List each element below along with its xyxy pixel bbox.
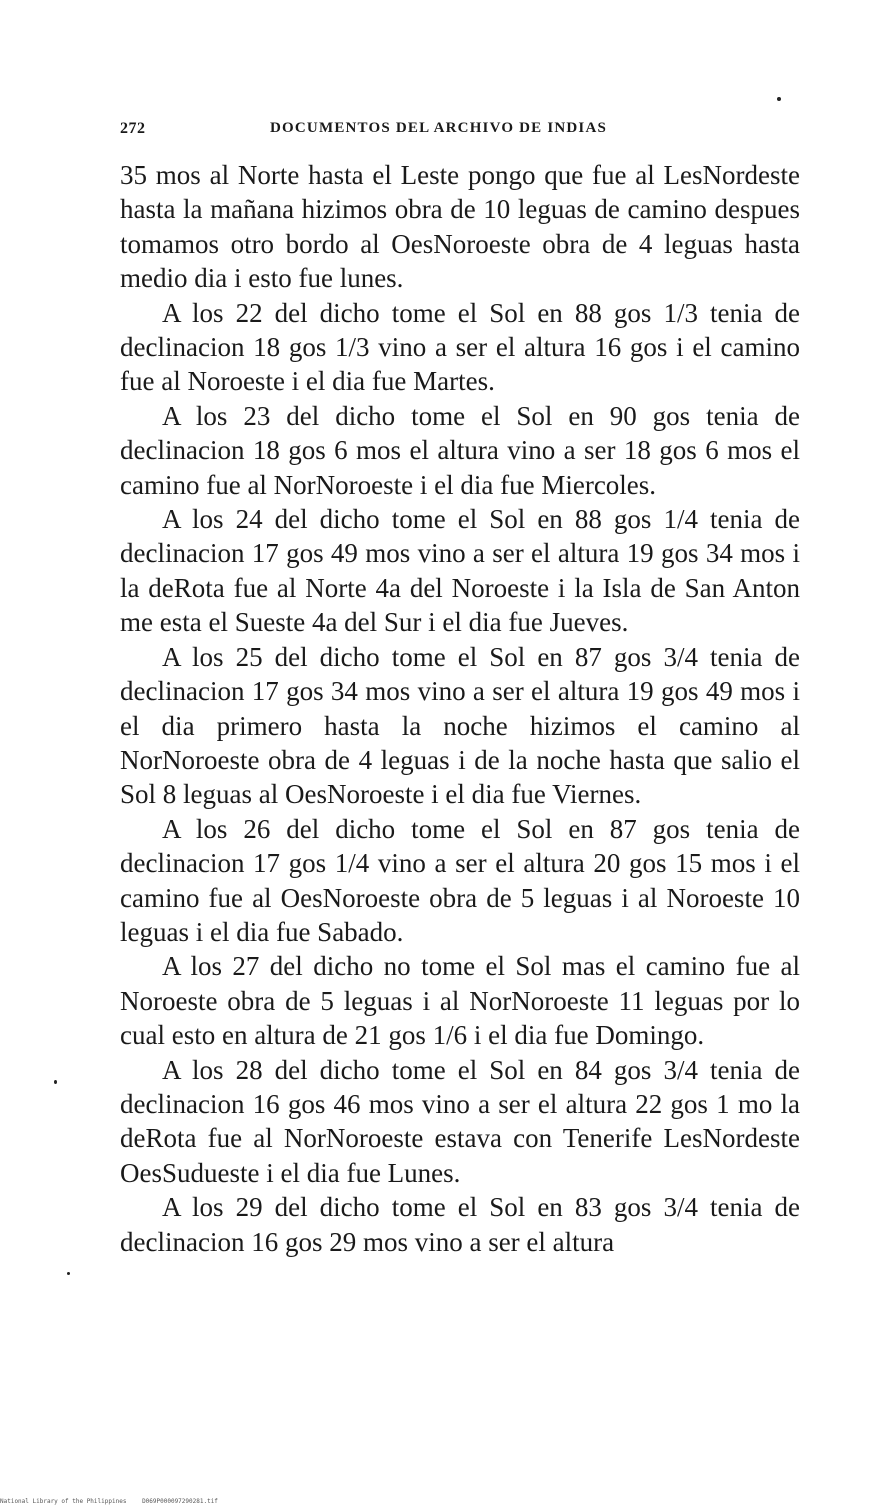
scan-speck — [777, 97, 781, 101]
page-number: 272 — [120, 120, 146, 137]
paragraph: A los 22 del dicho tome el Sol en 88 gos 1/3 tenia de declinacion 18 gos 1/3 vino a ser el altura 16 gos i el camino fue al Noroeste i el dia fue Martes. — [120, 297, 800, 397]
running-title: DOCUMENTOS DEL ARCHIVO DE INDIAS — [270, 120, 608, 136]
paragraph: A los 29 del dicho tome el Sol en 83 gos 3/4 tenia de declinacion 16 gos 29 mos vino a ser el altura — [120, 1192, 800, 1257]
paragraph: A los 25 del dicho tome el Sol en 87 gos 3/4 tenia de declinacion 17 gos 34 mos vino a ser el altura 19 gos 49 mos i el dia primero hasta la noche hizimos el camino al NorNoroeste obra de 4 leguas i de la noche hasta que salio el Sol 8 leguas al OesNoroeste i el dia fue Viernes. — [120, 641, 800, 810]
paragraph: A los 27 del dicho no tome el Sol mas el camino fue al Noroeste obra de 5 leguas i al NorNoroeste 11 leguas por lo cual esto en altura de 21 gos 1/6 i el dia fue Domingo. — [120, 951, 800, 1051]
scan-speck — [54, 1080, 57, 1084]
scan-speck — [67, 1272, 70, 1275]
file-name: D069P000097290281.tif — [142, 1498, 218, 1505]
scan-footer — [0, 1498, 300, 1505]
paragraph: A los 23 del dicho tome el Sol en 90 gos tenia de declinacion 18 gos 6 mos el altura vino a ser 18 gos 6 mos el camino fue al NorNoroeste i el dia fue Miercoles. — [120, 400, 800, 500]
page-header — [120, 120, 800, 148]
page-body — [120, 158, 800, 1259]
paragraph: A los 24 del dicho tome el Sol en 88 gos 1/4 tenia de declinacion 17 gos 49 mos vino a ser el altura 19 gos 34 mos i la deRota fue al Norte 4a del Noroeste i la Isla de San Anton me esta el Sueste 4a del Sur i el dia fue Jueves. — [120, 504, 800, 638]
library-credit: National Library of the Philippines — [0, 1498, 127, 1505]
paragraph: A los 26 del dicho tome el Sol en 87 gos tenia de declinacion 17 gos 1/4 vino a ser el altura 20 gos 15 mos i el camino fue al OesNoroeste obra de 5 leguas i al Noroeste 10 leguas i el dia fue Sabado. — [120, 813, 800, 947]
paragraph: 35 mos al Norte hasta el Leste pongo que fue al LesNordeste hasta la mañana hizimos obra de 10 leguas de camino despues tomamos otro bordo al OesNoroeste obra de 4 leguas hasta medio dia i esto fue lunes. — [120, 160, 800, 294]
paragraph: A los 28 del dicho tome el Sol en 84 gos 3/4 tenia de declinacion 16 gos 46 mos vino a ser el altura 22 gos 1 mo la deRota fue al NorNoroeste estava con Tenerife LesNordeste OesSudueste i el dia fue Lunes. — [120, 1054, 800, 1188]
